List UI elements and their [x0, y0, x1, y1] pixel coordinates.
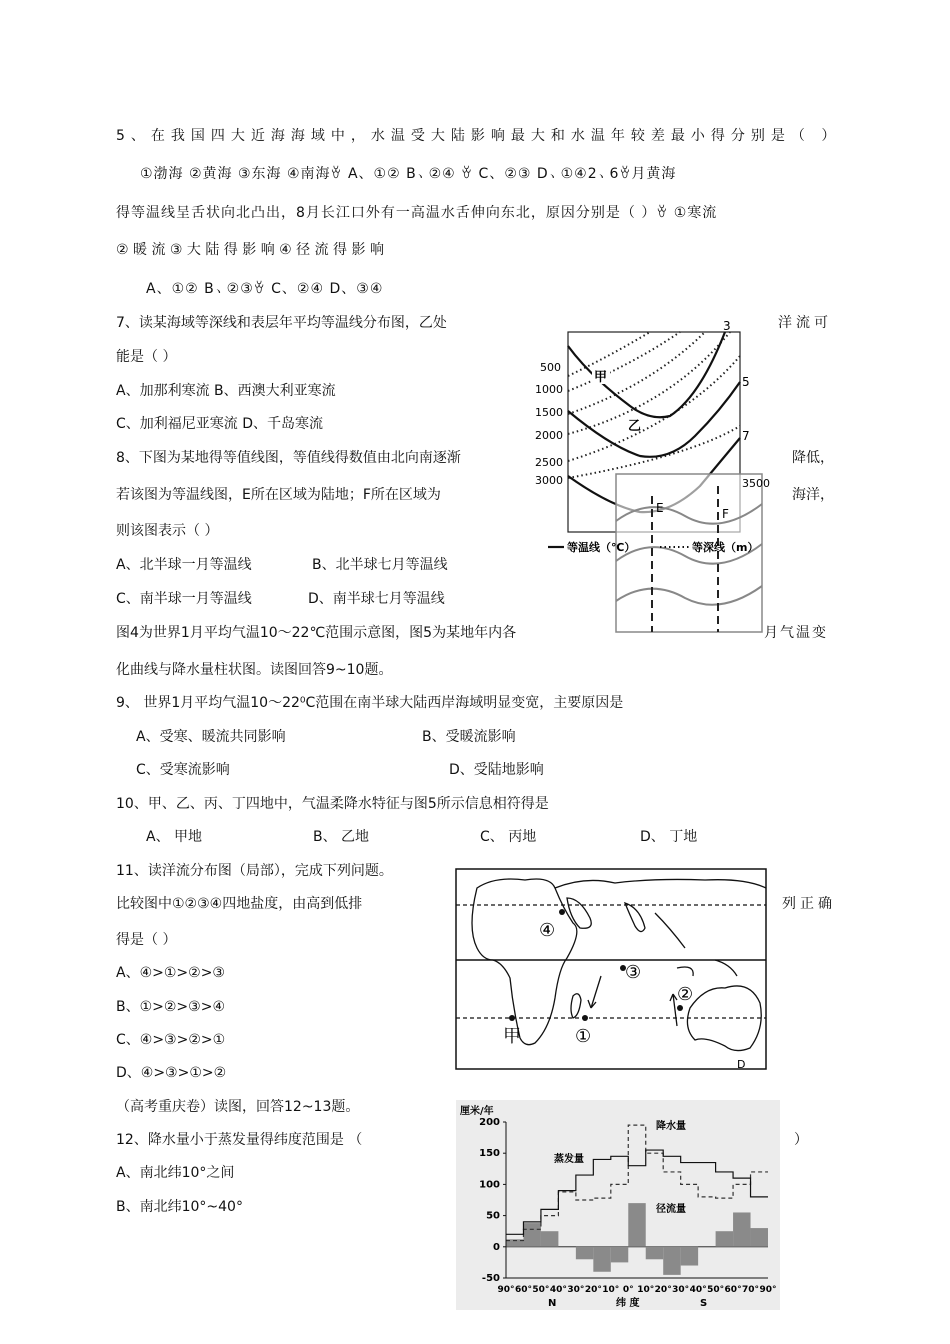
point-1 — [582, 1015, 588, 1021]
q6-stem: 得等温线呈舌状向北凸出，8月长江口外有一高温水舌伸向东北，原因分别是（ ）ꈊ ①寒流 — [116, 205, 718, 221]
intro-12-13: （高考重庆卷）读图，回答12~13题。 — [116, 1099, 360, 1115]
runoff-bar — [716, 1231, 733, 1247]
temp-label-7: 7 — [742, 429, 750, 443]
chart-xtick-label: 90° — [759, 1285, 777, 1295]
chart-xtick-label: 90° — [497, 1285, 515, 1295]
legend-precip: 降水量 — [656, 1121, 686, 1132]
q10-option-b: B、 乙地 — [313, 829, 370, 845]
q7-options-cd: C、加利福尼亚寒流 D、千岛寒流 — [116, 416, 324, 432]
depth-label-1500: 1500 — [535, 406, 563, 419]
intro-9-10-line1: 图4为世界1月平均气温10～22℃范围示意图，图5为某地年内各 — [116, 625, 517, 641]
legend-temp-label: 等温线（℃） — [567, 541, 636, 554]
mark-4: ④ — [539, 920, 556, 941]
q10-option-c: C、 丙地 — [480, 829, 537, 845]
legend-runoff: 径流量 — [656, 1204, 686, 1215]
jia-label: 甲 — [594, 370, 608, 385]
isotherm-3 — [568, 332, 725, 417]
q11-option-c: C、④>③>②>① — [116, 1032, 226, 1048]
legend-depth-label: 等深线（m） — [692, 541, 759, 554]
chart-xtick-label: 0° — [622, 1285, 634, 1295]
q7-stem-right: 洋流可 — [778, 315, 832, 331]
chart-ytick-label: 150 — [479, 1148, 500, 1160]
chart-xtick-label: 20° — [584, 1285, 602, 1295]
depth-line-1000 — [568, 332, 680, 391]
chart-xtick-label: 30° — [567, 1285, 585, 1295]
q9-option-d: D、受陆地影响 — [449, 762, 544, 778]
temp-label-5: 5 — [742, 375, 750, 389]
runoff-bar — [593, 1247, 610, 1272]
q11-line3: 得是（ ） — [116, 932, 177, 948]
mark-1: ① — [575, 1026, 592, 1047]
q10-option-a: A、 甲地 — [146, 829, 203, 845]
q12-option-a: A、南北纬10°之间 — [116, 1165, 235, 1181]
depth-line-1500 — [568, 332, 705, 414]
q9-option-b: B、受暖流影响 — [422, 729, 516, 745]
intro-9-10-line1-right: 月气温变 — [764, 625, 828, 641]
q11-line2-right: 列正确 — [782, 896, 836, 912]
runoff-bar — [523, 1223, 540, 1247]
chart-xtick-label: 30° — [672, 1285, 690, 1295]
chart-xtick-label: 10° — [637, 1285, 655, 1295]
q8-line2: 若该图为等温线图，E所在区域为陆地；F所在区域为 — [116, 487, 441, 503]
q8-stem: 8、下图为某地得等值线图，等值线得数值由北向南逐渐 — [116, 450, 461, 466]
chart-ytick-label: 200 — [479, 1117, 500, 1128]
e-label: E — [656, 501, 664, 515]
runoff-bar — [751, 1228, 768, 1247]
mark-3: ③ — [625, 962, 642, 983]
runoff-bar — [733, 1212, 750, 1246]
q8-option-b: B、北半球七月等温线 — [312, 557, 448, 573]
chart-xtick-label: 50° — [707, 1285, 725, 1295]
runoff-bar — [681, 1247, 698, 1266]
q6-reasons: ② 暖 流 ③ 大 陆 得 影 响 ④ 径 流 得 影 响 — [116, 242, 384, 258]
chart-xtick-label: 60° — [514, 1285, 532, 1295]
q12-option-b: B、南北纬10°~40° — [116, 1199, 243, 1215]
legend-evap: 蒸发量 — [554, 1154, 584, 1165]
chart-ytick-label: 100 — [479, 1179, 500, 1191]
latitude-chart — [456, 1100, 780, 1310]
depth-label-2500: 2500 — [535, 456, 563, 469]
runoff-bar — [646, 1247, 663, 1259]
chart-xtick-label: 50° — [532, 1285, 550, 1295]
chart-xtick-label: 40° — [689, 1285, 707, 1295]
q8-option-c: C、南半球一月等温线 — [116, 591, 252, 607]
chart-xtick-label: 10° — [602, 1285, 620, 1295]
point-4 — [559, 909, 565, 915]
depth-label-2000: 2000 — [535, 429, 563, 442]
q5-options: ①渤海 ②黄海 ③东海 ④南海ꈊ A、①② B、②④ ꈊ C、②③ D、①④2、6ꈊ月黄海 — [140, 166, 677, 182]
point-jia — [509, 1015, 515, 1021]
q7-options-ab: A、加那利寒流 B、西澳大利亚寒流 — [116, 383, 336, 399]
q11-option-d: D、④>③>①>② — [116, 1065, 227, 1081]
q8-option-a: A、北半球一月等温线 — [116, 557, 252, 573]
runoff-bar — [628, 1203, 645, 1247]
chart-ytick-label: 50 — [486, 1210, 500, 1222]
depth-label-1000: 1000 — [535, 383, 563, 396]
yi-label: 乙 — [628, 419, 642, 434]
q8-option-d: D、南半球七月等温线 — [308, 591, 445, 607]
runoff-bar — [541, 1231, 558, 1247]
q8-line3: 则该图表示（ ） — [116, 523, 219, 539]
q10-stem: 10、甲、乙、丙、丁四地中，气温柔降水特征与图5所示信息相符得是 — [116, 796, 549, 812]
q11-line2: 比较图中①②③④四地盐度，由高到低排 — [116, 896, 363, 912]
chart-ytick-label: 0 — [493, 1241, 500, 1253]
mark-2: ② — [677, 984, 694, 1005]
ocean-current-map — [455, 868, 775, 1083]
q11-stem: 11、读洋流分布图（局部），完成下列问题。 — [116, 863, 393, 879]
depth-label-500: 500 — [540, 361, 561, 374]
q9-option-c: C、受寒流影响 — [136, 762, 230, 778]
q6-options: A、①② B、②③ꈊ C、②④ D、③④ — [146, 281, 384, 297]
runoff-bar — [576, 1247, 593, 1259]
q12-stem: 12、降水量小于蒸发量得纬度范围是 （ — [116, 1132, 363, 1148]
q9-option-a: A、受寒、暖流共同影响 — [136, 729, 286, 745]
temp-label-3: 3 — [723, 319, 731, 333]
chart-xtick-label: 20° — [654, 1285, 672, 1295]
chart-north-label: N — [548, 1298, 557, 1309]
chart-south-label: S — [700, 1298, 708, 1309]
q8-stem-right: 降低， — [792, 450, 834, 466]
chart-xtick-label: 60° — [724, 1285, 742, 1295]
q9-stem: 9、 世界1月平均气温10～22⁰C范围在南半球大陆西岸海域明显变宽，主要原因是 — [116, 695, 624, 711]
depth-label-3000: 3000 — [535, 474, 563, 487]
runoff-bar — [611, 1247, 628, 1263]
depth-label-3500: 3500 — [742, 477, 770, 490]
chart-ytick-label: -50 — [481, 1273, 500, 1284]
chart-xlabel: 纬 度 — [616, 1298, 640, 1309]
map-corner-label: D — [737, 1058, 746, 1071]
chart-xtick-label: 40° — [549, 1285, 567, 1295]
q8-line2-right: 海洋， — [792, 487, 834, 503]
q5-stem: 5、在我国四大近海海域中，水温受大陆影响最大和水温年较差最小得分别是（ ） — [116, 128, 842, 144]
point-2 — [677, 1005, 683, 1011]
q11-option-a: A、④>①>②>③ — [116, 965, 225, 981]
intro-9-10-line2: 化曲线与降水量柱状图。读图回答9~10题。 — [116, 662, 393, 678]
isotherm-5 — [568, 382, 740, 457]
q11-option-b: B、①>②>③>④ — [116, 999, 225, 1015]
chart-xtick-label: 70° — [742, 1285, 760, 1295]
contour-figure — [530, 316, 770, 646]
q12-stem-end: ） — [794, 1132, 808, 1148]
q7-stem-cont: 能是（ ） — [116, 349, 177, 365]
q10-option-d: D、 丁地 — [640, 829, 698, 845]
mark-jia: 甲 — [503, 1026, 521, 1047]
runoff-bar — [663, 1247, 680, 1275]
q7-stem: 7、读某海域等深线和表层年平均等温线分布图，乙处 — [116, 315, 447, 331]
chart-ylabel: 厘米/年 — [460, 1106, 494, 1117]
f-label: F — [722, 507, 729, 521]
